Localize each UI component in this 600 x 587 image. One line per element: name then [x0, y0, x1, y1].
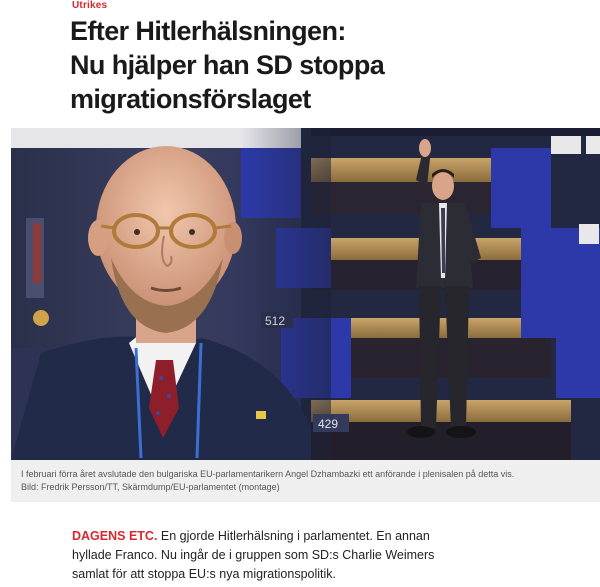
article-headline [70, 14, 510, 116]
headline-line: migrationsförslaget [70, 84, 311, 114]
article-lead [72, 527, 442, 584]
photo-caption [11, 460, 600, 502]
headline-line: Nu hjälper han SD stoppa [70, 50, 385, 80]
headline-line: Efter Hitlerhälsningen: [70, 16, 346, 46]
caption-text: I februari förra året avslutade den bulgariska EU-parlamentarikern Angel Dzhambazki ett anförande i plenisalen på detta vis. [21, 469, 515, 479]
seat-number: 512 [265, 314, 286, 328]
seat-number: 429 [318, 417, 339, 431]
article-photo-montage [11, 128, 600, 460]
photo-credit: Bild: Fredrik Persson/TT, Skärmdump/EU-parlamentet (montage) [21, 482, 280, 492]
section-label[interactable]: Utrikes [72, 0, 108, 11]
lead-kicker: DAGENS ETC. [72, 529, 158, 543]
lead-text: En gjorde Hitlerhälsning i parlamentet. En annan hyllade Franco. Nu ingår de i gruppen som SD:s Charlie Weimers samlat för att stoppa EU:s nya migrationspolitik. [72, 529, 435, 581]
